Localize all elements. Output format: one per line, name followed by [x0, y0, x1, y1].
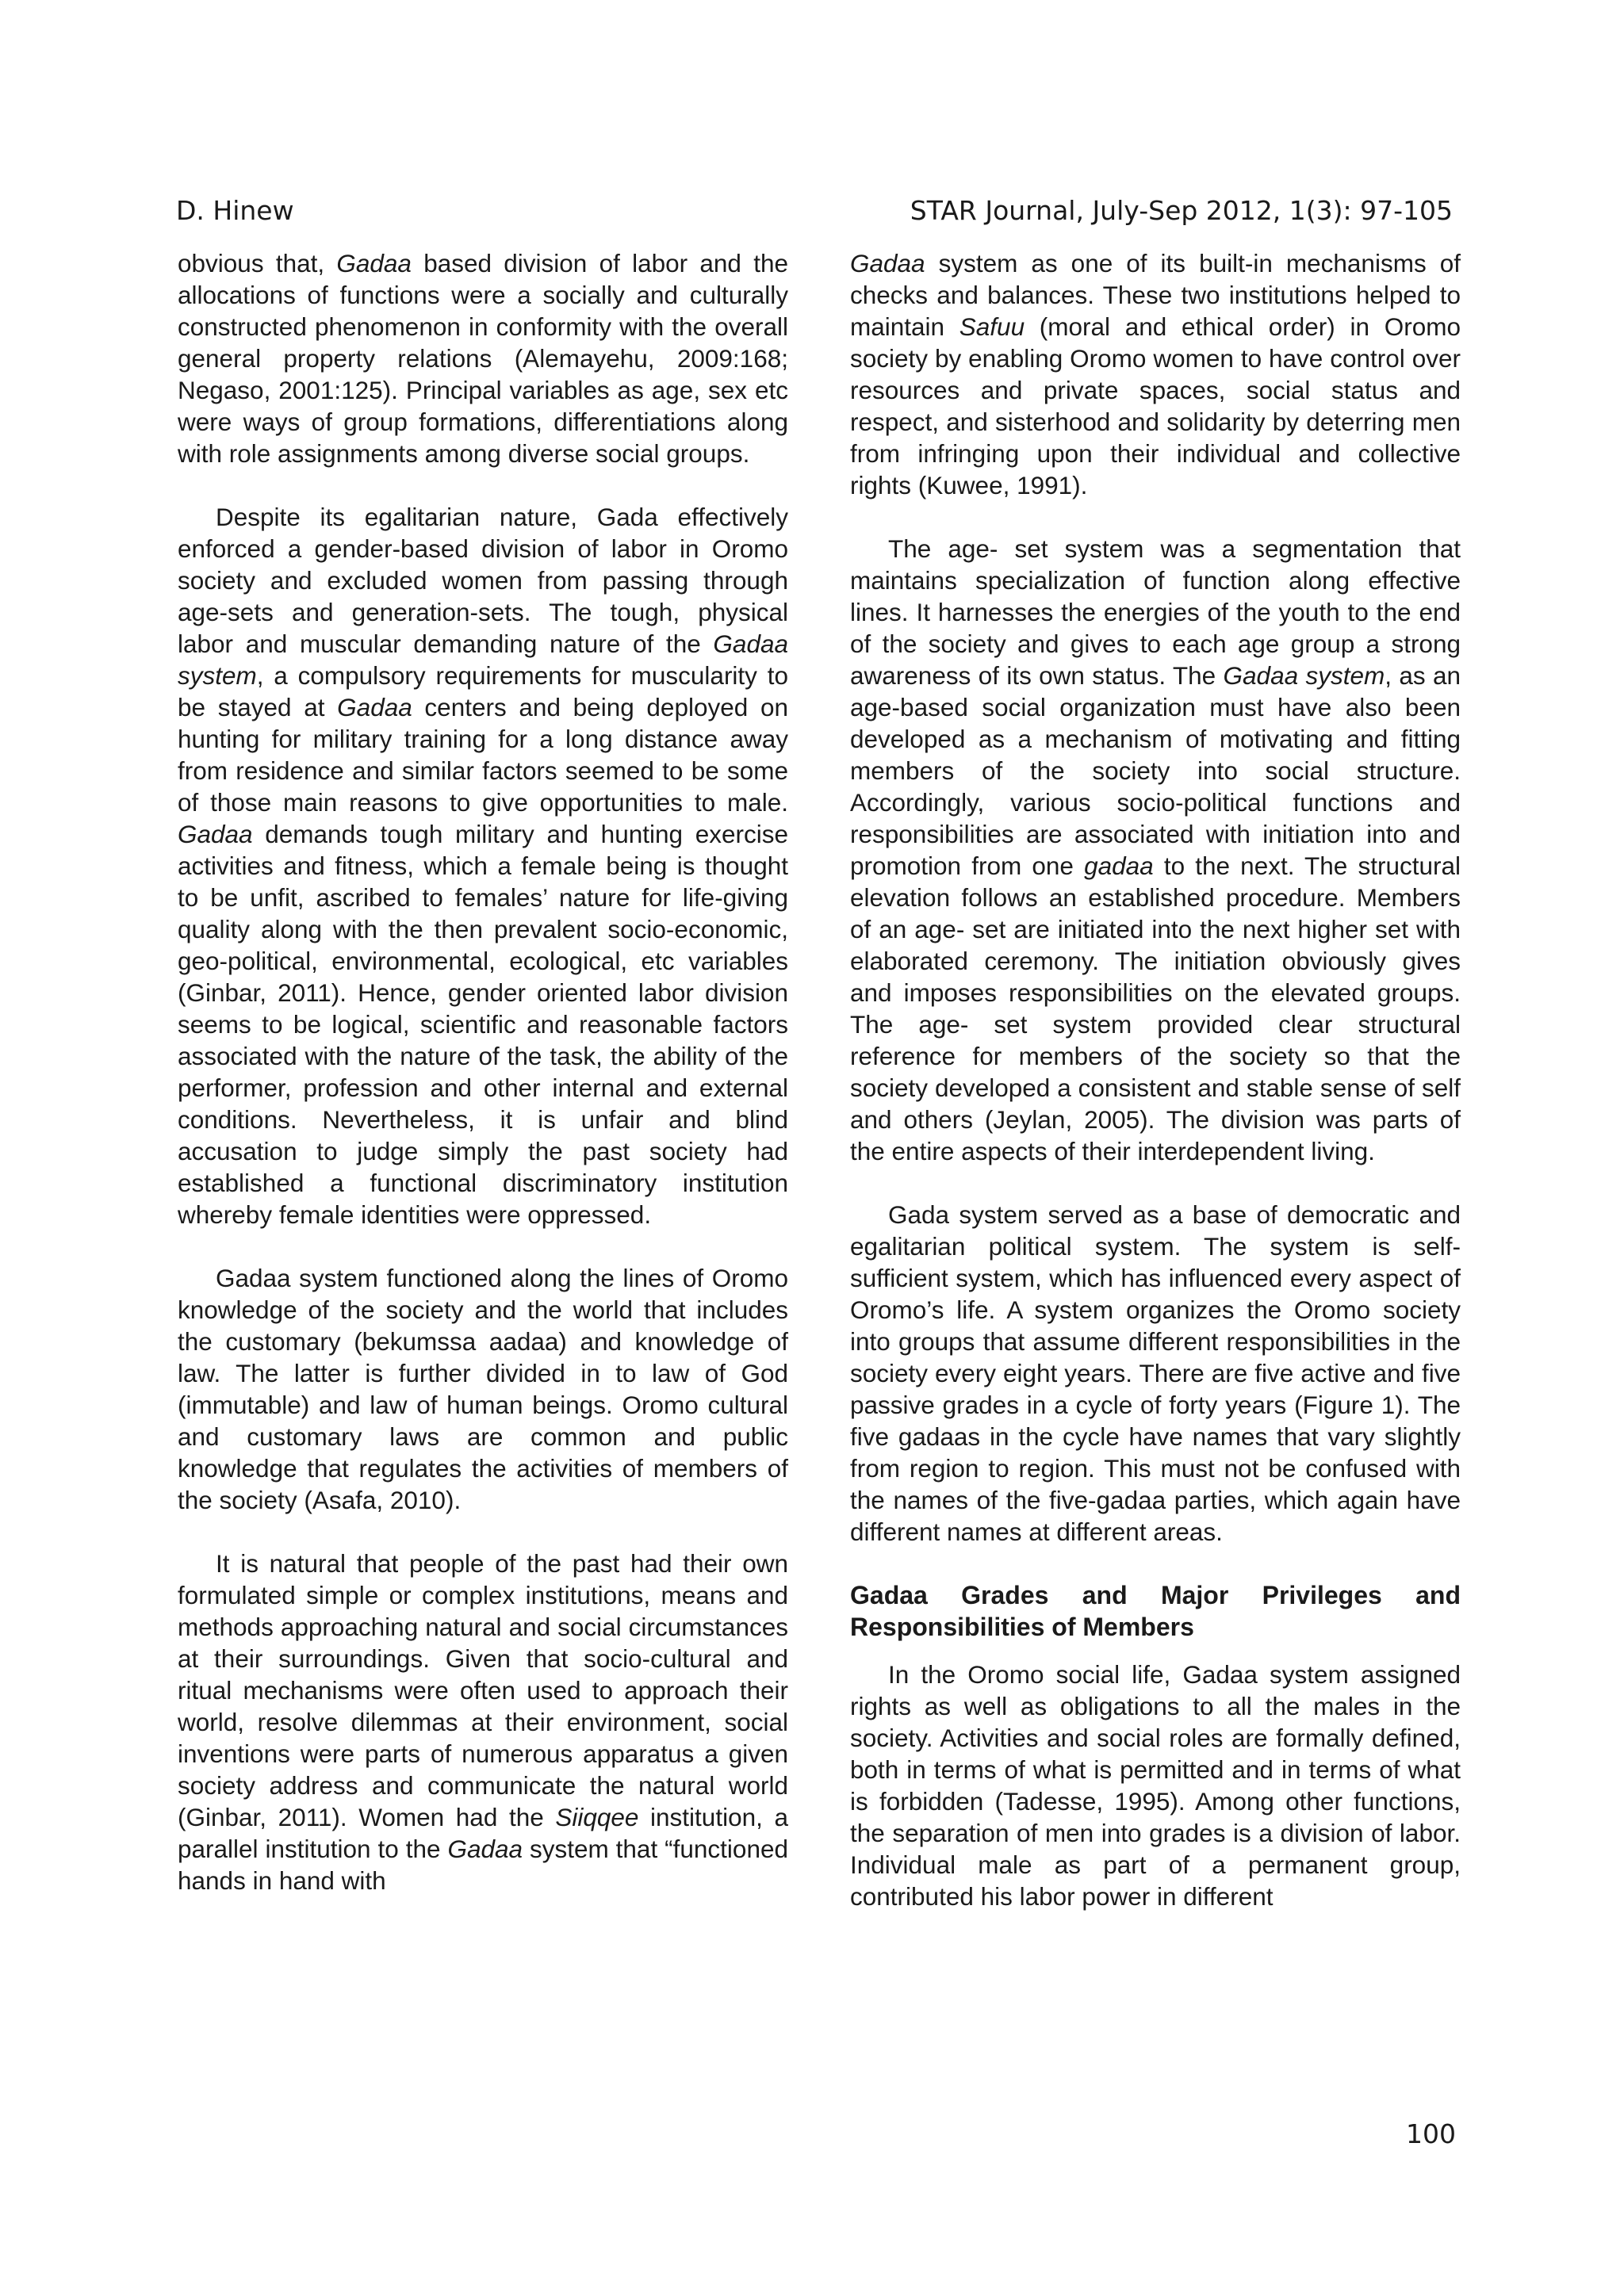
page-number: 100 [1406, 2118, 1456, 2149]
paragraph-gender-division: Despite its egalitarian nature, Gada effectively enforced a gender-based division of labor in Oromo society and excluded women from passing through age-sets and generation-sets. The tough, physical labor and muscular demanding nature of the Gadaa system, a compulsory requirements for muscularity to be stayed at Gadaa centers and being deployed on hunting for military training for a long distance away from residence and similar factors seemed to be some of those main reasons to give opportunities to male. Gadaa demands tough military and hunting exercise activities and fitness, which a female being is thought to be unfit, ascribed to females’ nature for life-giving quality along with the then prevalent socio-economic, geo-political, environmental, ecological, etc variables (Ginbar, 2011). Hence, gender oriented labor division seems to be logical, scientific and reasonable factors associated with the nature of the task, the ability of the performer, profession and other internal and external conditions. Nevertheless, it is unfair and blind accusation to judge simply the past society had established a functional discriminatory institution whereby female identities were oppressed. [178, 503, 788, 1229]
paragraph-age-set: The age- set system was a segmentation that maintains specialization of function along effective lines. It harnesses the energies of the youth to the end of the society and gives to each age group a strong awareness of its own status. The Gadaa system, as an age-based social organization must have also been developed as a mechanism of motivating and fitting members of the society into social structure. Accordingly, various socio-political functions and responsibilities are associated with initiation into and promotion from one gadaa to the next. The structural elevation follows an established procedure. Members of an age- set are initiated into the next higher set with elaborated ceremony. The initiation obviously gives and imposes responsibilities on the elevated groups. The age- set system provided clear structural reference for members of the society so that the society developed a consistent and stable sense of self and others (Jeylan, 2005). The division was parts of the entire aspects of their interdependent living. [850, 534, 1461, 1165]
right-text-column [850, 247, 1461, 1912]
paragraph-rights-obligations: In the Oromo social life, Gadaa system assigned rights as well as obligations to all the males in the society. Activities and social roles are formally defined, both in terms of what is permitted and in terms of what is forbidden (Tadesse, 1995). Among other functions, the separation of men into grades is a division of labor. Individual male as part of a permanent group, contributed his labor power in different [850, 1660, 1461, 1911]
paragraph-knowledge-law: Gadaa system functioned along the lines of Oromo knowledge of the society and the world that includes the customary (bekumssa aadaa) and knowledge of law. The latter is further divided in to law of God (immutable) and law of human beings. Oromo cultural and customary laws are common and public knowledge that regulates the activities of members of the society (Asafa, 2010). [178, 1264, 788, 1514]
paragraph-institutions: It is natural that people of the past had their own formulated simple or complex institutions, means and methods approaching natural and social circumstances at their surroundings. Given that socio-cultural and ritual mechanisms were often used to approach their world, resolve dilemmas at their environment, social inventions were parts of numerous apparatus a given society address and communicate the natural world (Ginbar, 2011). Women had the Siiqqee institution, a parallel institution to the Gadaa system that “functioned hands in hand with [178, 1549, 788, 1895]
left-text-column [178, 247, 788, 1928]
header-journal-citation: STAR Journal, July-Sep 2012, 1(3): 97-105 [910, 195, 1453, 226]
paragraph-democratic-system: Gada system served as a base of democratic and egalitarian political system. The system is self-sufficient system, which has influenced every aspect of Oromo’s life. A system organizes the Oromo society into groups that assume different responsibilities in the society every eight years. There are five active and five passive grades in a cycle of forty years (Figure 1). The five gadaas in the cycle have names that vary slightly from region to region. This must not be confused with the names of the five-gadaa parties, which again have different names at different areas. [850, 1200, 1461, 1546]
running-header [176, 195, 1453, 235]
section-heading: Gadaa Grades and Major Privileges and Responsibilities of Members [850, 1581, 1461, 1641]
header-author: D. Hinew [176, 195, 294, 226]
paragraph-checks-balances: Gadaa system as one of its built-in mechanisms of checks and balances. These two institutions helped to maintain Safuu (moral and ethical order) in Oromo society by enabling Oromo women to have control over resources and private spaces, social status and respect, and sisterhood and solidarity by deterring men from infringing upon their individual and collective rights (Kuwee, 1991). [850, 249, 1461, 499]
paragraph-continued: obvious that, Gadaa based division of labor and the allocations of functions were a socially and culturally constructed phenomenon in conformity with the overall general property relations (Alemayehu, 2009:168; Negaso, 2001:125). Principal variables as age, sex etc were ways of group formations, differentiations along with role assignments among diverse social groups. [178, 249, 788, 468]
